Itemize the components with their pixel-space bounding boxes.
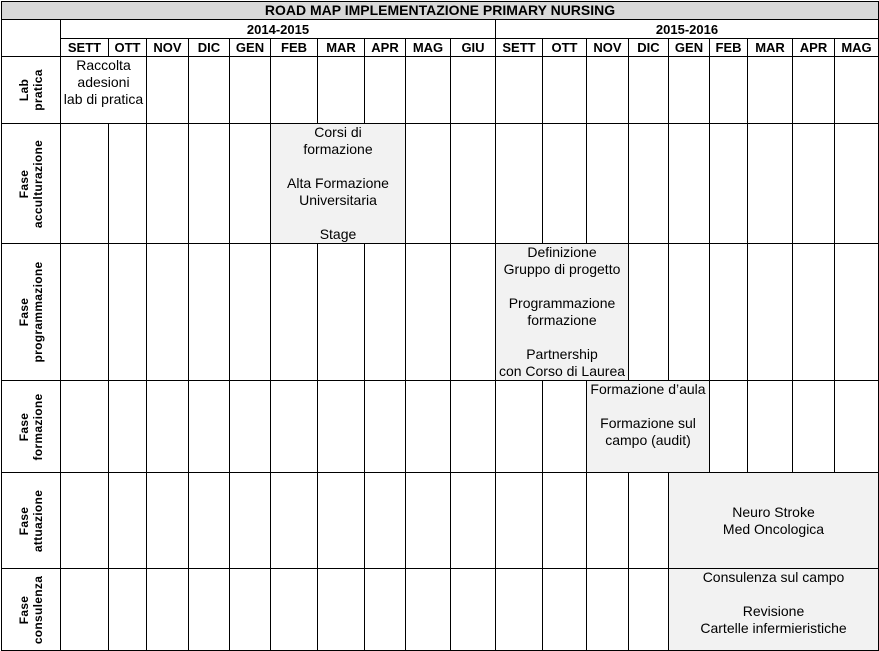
month-header: GEN <box>669 39 710 57</box>
month-header: FEB <box>271 39 318 57</box>
month-header: MAR <box>748 39 793 57</box>
roadmap-table <box>1 1 879 651</box>
phase-row-lab-pratica <box>2 57 879 124</box>
month-header: DIC <box>189 39 230 57</box>
year-header-2015: 2015-2016 <box>496 20 879 39</box>
activity-consulenza: Consulenza sul campo Revisione Cartelle infermieristiche <box>669 569 879 651</box>
month-header: SETT <box>496 39 543 57</box>
month-header: FEB <box>710 39 748 57</box>
month-header: GEN <box>230 39 271 57</box>
phase-row-acculturazione <box>2 124 879 244</box>
month-header: NOV <box>147 39 189 57</box>
phase-row-formazione <box>2 381 879 473</box>
phase-row-consulenza <box>2 569 879 651</box>
month-header: OTT <box>109 39 147 57</box>
phase-label-formazione: Fase formazione <box>2 381 61 473</box>
month-header: GIU <box>451 39 496 57</box>
phase-label-acculturazione: Fase acculturazione <box>2 124 61 244</box>
month-header: NOV <box>587 39 629 57</box>
phase-label-consulenza: Fase consulenza <box>2 569 61 651</box>
activity-lab-pratica: Raccolta adesioni lab di pratica <box>61 57 147 124</box>
phase-row-programmazione <box>2 244 879 381</box>
activity-programmazione: Definizione Gruppo di progetto Programmazione formazione Partnership con Corso di Laurea <box>496 244 629 381</box>
month-header: MAG <box>406 39 451 57</box>
phase-label-programmazione: Fase programmazione <box>2 244 61 381</box>
year-header-2014: 2014-2015 <box>61 20 496 39</box>
month-header: DIC <box>629 39 669 57</box>
month-header: MAR <box>318 39 365 57</box>
activity-formazione: Formazione d’aula Formazione sul campo (audit) <box>587 381 710 473</box>
phase-row-attuazione <box>2 473 879 569</box>
month-header: APR <box>365 39 406 57</box>
phase-label-lab-pratica: Lab pratica <box>2 57 61 124</box>
activity-attuazione: Neuro Stroke Med Oncologica <box>669 473 879 569</box>
page-title: ROAD MAP IMPLEMENTAZIONE PRIMARY NURSING <box>2 2 879 20</box>
phase-label-attuazione: Fase attuazione <box>2 473 61 569</box>
month-header: OTT <box>543 39 587 57</box>
month-header: SETT <box>61 39 109 57</box>
month-header: MAG <box>835 39 879 57</box>
header-corner <box>2 20 61 57</box>
month-header: APR <box>793 39 835 57</box>
activity-acculturazione: Corsi di formazione Alta Formazione Universitaria Stage <box>271 124 406 244</box>
